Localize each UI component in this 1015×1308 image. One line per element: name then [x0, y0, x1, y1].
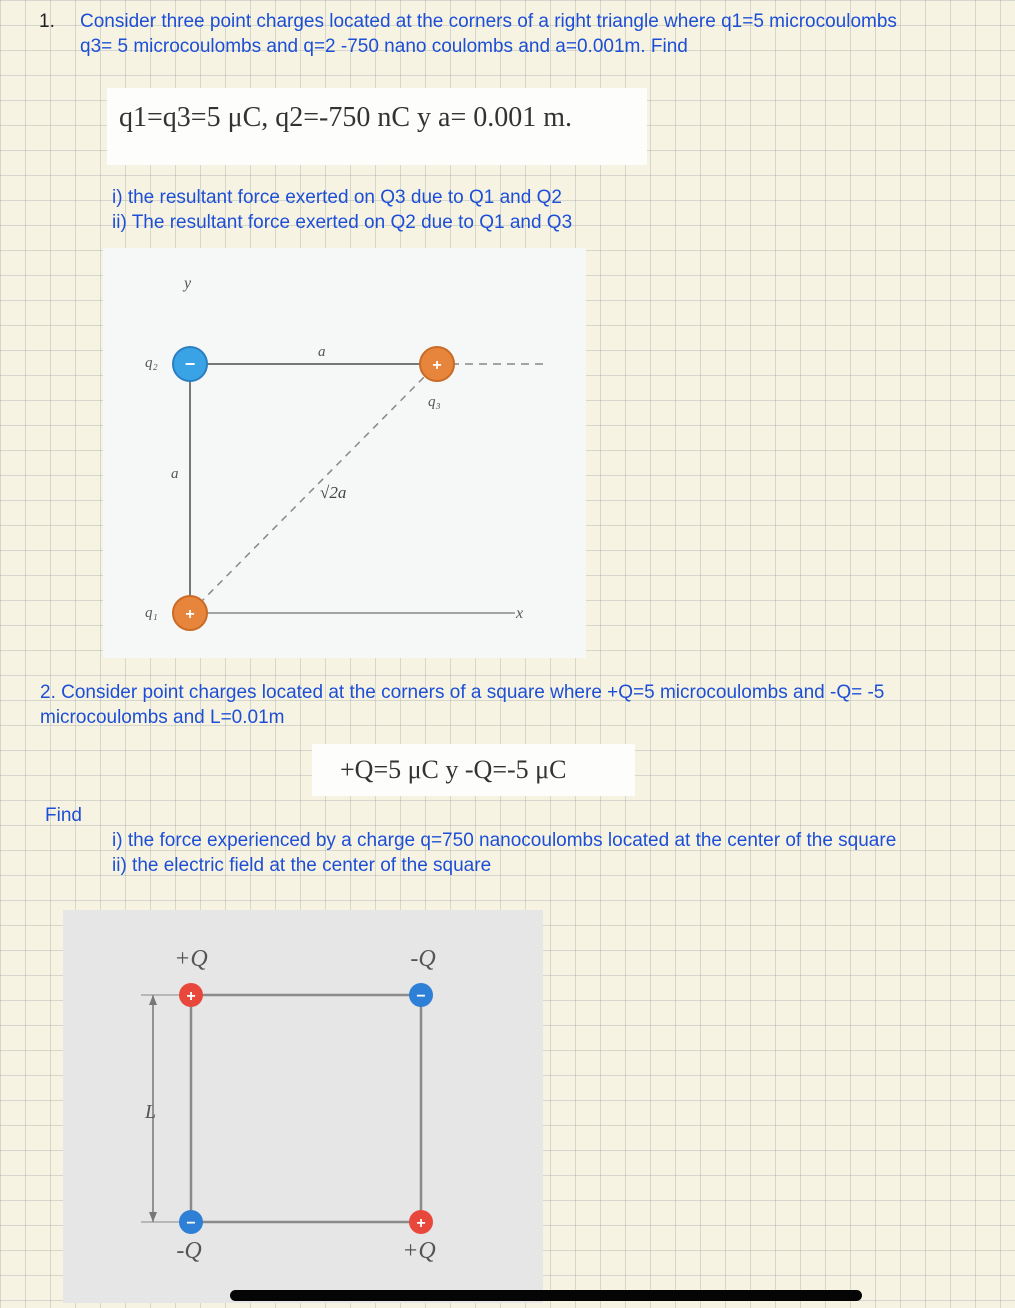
- bottom-right-label: +Q: [402, 1238, 436, 1264]
- problem2-given-text: +Q=5 μC y -Q=-5 μC: [340, 755, 567, 784]
- problem1-line2: q3= 5 microcoulombs and q=2 -750 nano coulombs and a=0.001m. Find: [80, 36, 688, 57]
- top-left-sign: +: [186, 988, 196, 1005]
- y-axis-label: y: [184, 275, 192, 292]
- top-side-label: a: [318, 344, 326, 360]
- q2-label: q₂: [145, 355, 158, 371]
- top-left-charge-icon: [179, 983, 203, 1007]
- problem1-item-ii: ii) The resultant force exerted on Q2 due to Q1 and Q3: [112, 212, 573, 233]
- top-right-sign: −: [416, 988, 426, 1005]
- diagonal-label: √2a: [320, 483, 347, 502]
- problem2-line2: microcoulombs and L=0.01m: [40, 707, 285, 728]
- triangle-figure: [103, 248, 586, 658]
- q1-sign: +: [185, 606, 195, 623]
- square-figure: [63, 910, 543, 1303]
- diagonal-dashed: [190, 364, 437, 613]
- q3-sign: +: [432, 357, 442, 374]
- q2-charge-icon: [173, 347, 207, 381]
- q2-sign: −: [184, 354, 196, 374]
- q1-label: q₁: [145, 605, 158, 621]
- top-right-charge-icon: [409, 983, 433, 1007]
- problem2-line1: 2. Consider point charges located at the corners of a square where +Q=5 microcoulombs and -Q= -5: [40, 682, 885, 703]
- bottom-right-sign: +: [416, 1215, 426, 1232]
- problem1-given-text: q1=q3=5 μC, q2=-750 nC y a= 0.001 m.: [119, 102, 573, 133]
- problem1-given-image: [107, 88, 647, 165]
- problem2-item-ii: ii) the electric field at the center of the square: [112, 855, 492, 876]
- square-diagram: [63, 910, 543, 1303]
- q3-label: q₃: [428, 394, 441, 410]
- q3-charge-icon: [420, 347, 454, 381]
- home-indicator[interactable]: [230, 1290, 862, 1301]
- bottom-right-charge-icon: [409, 1210, 433, 1234]
- problem1-item-i: i) the resultant force exerted on Q3 due to Q1 and Q2: [112, 187, 562, 208]
- q1-charge-icon: [173, 596, 207, 630]
- top-right-label: -Q: [410, 946, 436, 972]
- triangle-diagram: [103, 248, 586, 658]
- bottom-left-sign: −: [186, 1215, 196, 1232]
- top-left-label: +Q: [174, 946, 208, 972]
- problem1-line1: Consider three point charges located at the corners of a right triangle where q1=5 microcoulombs: [80, 11, 897, 32]
- problem2-item-i: i) the force experienced by a charge q=750 nanocoulombs located at the center of the square: [112, 830, 897, 851]
- problem2-find: Find: [45, 805, 82, 826]
- x-axis-label: x: [516, 605, 524, 622]
- bottom-left-label: -Q: [176, 1238, 202, 1264]
- problem1-number: 1.: [39, 11, 55, 32]
- side-length-label: L: [145, 1101, 157, 1123]
- problem2-given-image: [312, 744, 635, 796]
- left-side-label: a: [171, 466, 179, 482]
- bottom-left-charge-icon: [179, 1210, 203, 1234]
